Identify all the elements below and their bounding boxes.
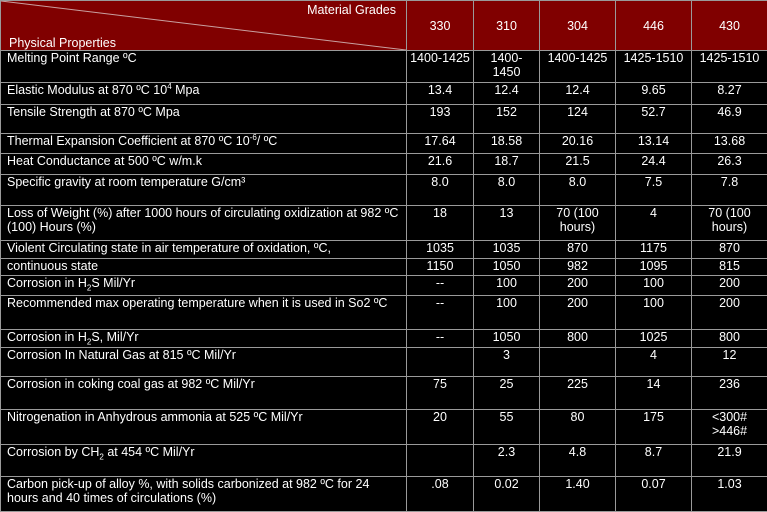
material-grades-label: Material Grades (307, 3, 396, 17)
value-cell: -- (407, 276, 474, 296)
value-cell: 14 (616, 376, 692, 409)
value-cell: 12 (692, 347, 767, 376)
value-cell: 3 (474, 347, 540, 376)
property-text: S, Mil/Yr (91, 330, 139, 345)
value-cell: 21.9 (692, 445, 767, 476)
value-cell: 9.65 (616, 83, 692, 105)
table-row (1, 83, 767, 105)
property-cell: Melting Point Range ºC (1, 51, 407, 83)
property-subscript: 2 (86, 337, 92, 347)
table-row (1, 410, 767, 445)
property-text: Elastic Modulus at 870 ºC 10 (7, 83, 168, 98)
property-cell: Violent Circulating state in air temperature of oxidation, ºC, (1, 240, 407, 258)
property-text: Mpa (171, 83, 200, 98)
value-cell: 1150 (407, 258, 474, 276)
value-cell: 18 (407, 205, 474, 240)
value-cell: 4 (616, 205, 692, 240)
value-cell: 193 (407, 104, 474, 133)
property-cell: Carbon pick-up of alloy %, with solids carbonized at 982 ºC for 24 hours and 40 times of circulations (%) (1, 476, 407, 511)
value-cell: 1050 (474, 258, 540, 276)
value-cell: 20.16 (540, 134, 616, 154)
grade-header: 310 (474, 1, 540, 51)
value-cell: 100 (616, 276, 692, 296)
value-cell: 100 (474, 276, 540, 296)
value-cell: 18.58 (474, 134, 540, 154)
value-cell: 152 (474, 104, 540, 133)
property-cell: Specific gravity at room temperature G/cm³ (1, 174, 407, 205)
value-cell: 1.03 (692, 476, 767, 511)
value-cell: 8.0 (474, 174, 540, 205)
value-cell: 7.5 (616, 174, 692, 205)
value-cell: .08 (407, 476, 474, 511)
property-text: Corrosion in H (7, 330, 87, 345)
value-cell: 55 (474, 410, 540, 445)
value-cell: 1425-1510 (616, 51, 692, 83)
value-cell: 13.4 (407, 83, 474, 105)
property-subscript: 2 (86, 283, 92, 293)
value-cell: 800 (540, 330, 616, 348)
value-cell: 815 (692, 258, 767, 276)
value-cell: 1035 (407, 240, 474, 258)
table-row (1, 347, 767, 376)
value-cell: 225 (540, 376, 616, 409)
value-cell: 13 (474, 205, 540, 240)
property-cell: Recommended max operating temperature when it is used in So2 ºC (1, 295, 407, 329)
value-cell: 12.4 (540, 83, 616, 105)
value-cell: 1400-1425 (407, 51, 474, 83)
table-row (1, 276, 767, 296)
header-corner-cell (1, 1, 407, 51)
value-cell (407, 347, 474, 376)
value-cell: 236 (692, 376, 767, 409)
value-cell: 100 (616, 295, 692, 329)
value-cell: 870 (540, 240, 616, 258)
value-cell: 0.02 (474, 476, 540, 511)
value-cell: 21.5 (540, 153, 616, 174)
value-cell: 13.68 (692, 134, 767, 154)
property-cell (1, 83, 407, 105)
value-cell: 870 (692, 240, 767, 258)
value-cell: 24.4 (616, 153, 692, 174)
physical-properties-label: Physical Properties (9, 36, 116, 50)
table-row (1, 258, 767, 276)
value-cell: 2.3 (474, 445, 540, 476)
value-cell: 100 (474, 295, 540, 329)
value-cell: 25 (474, 376, 540, 409)
value-cell: 12.4 (474, 83, 540, 105)
value-cell: 70 (100 hours) (540, 205, 616, 240)
value-cell: 75 (407, 376, 474, 409)
value-cell: 1.40 (540, 476, 616, 511)
property-text: / ºC (256, 134, 278, 149)
table-row (1, 174, 767, 205)
grade-header: 330 (407, 1, 474, 51)
table-row (1, 240, 767, 258)
property-superscript: -6 (249, 132, 257, 142)
table-row (1, 134, 767, 154)
value-cell: 20 (407, 410, 474, 445)
property-cell: Tensile Strength at 870 ºC Mpa (1, 104, 407, 133)
property-cell: Corrosion In Natural Gas at 815 ºC Mil/Yr (1, 347, 407, 376)
table-row (1, 376, 767, 409)
value-cell: 4.8 (540, 445, 616, 476)
value-cell: 26.3 (692, 153, 767, 174)
value-cell: 18.7 (474, 153, 540, 174)
value-cell: 17.64 (407, 134, 474, 154)
property-cell (1, 276, 407, 296)
table-row (1, 445, 767, 476)
property-text: Corrosion in H (7, 276, 87, 291)
header-row (1, 1, 767, 51)
table-row (1, 104, 767, 133)
value-cell: 200 (540, 276, 616, 296)
value-cell: 1400-1450 (474, 51, 540, 83)
value-cell: 1175 (616, 240, 692, 258)
value-cell: 8.27 (692, 83, 767, 105)
value-cell: 21.6 (407, 153, 474, 174)
value-cell: 0.07 (616, 476, 692, 511)
value-cell: 8.7 (616, 445, 692, 476)
value-cell: 1025 (616, 330, 692, 348)
value-cell: 175 (616, 410, 692, 445)
value-cell: 1095 (616, 258, 692, 276)
table-row (1, 153, 767, 174)
table-row (1, 51, 767, 83)
grade-header: 446 (616, 1, 692, 51)
property-text: Corrosion by CH (7, 445, 100, 460)
property-superscript: 4 (167, 82, 172, 92)
value-cell: 13.14 (616, 134, 692, 154)
value-cell: 800 (692, 330, 767, 348)
value-cell: <300# >446# (692, 410, 767, 445)
property-subscript: 2 (99, 452, 104, 462)
value-cell (540, 347, 616, 376)
property-cell: Nitrogenation in Anhydrous ammonia at 525 ºC Mil/Yr (1, 410, 407, 445)
value-cell: 982 (540, 258, 616, 276)
table-row (1, 205, 767, 240)
property-cell: Corrosion in coking coal gas at 982 ºC Mil/Yr (1, 376, 407, 409)
value-cell: 1425-1510 (692, 51, 767, 83)
value-cell: 80 (540, 410, 616, 445)
value-cell: 52.7 (616, 104, 692, 133)
property-cell: continuous state (1, 258, 407, 276)
value-cell: 1400-1425 (540, 51, 616, 83)
value-cell: 8.0 (407, 174, 474, 205)
property-text: Thermal Expansion Coefficient at 870 ºC 10 (7, 134, 250, 149)
grade-header: 430 (692, 1, 767, 51)
value-cell: -- (407, 295, 474, 329)
value-cell: 8.0 (540, 174, 616, 205)
table-row (1, 330, 767, 348)
value-cell: 200 (692, 276, 767, 296)
property-cell (1, 134, 407, 154)
grade-header: 304 (540, 1, 616, 51)
value-cell: 124 (540, 104, 616, 133)
property-cell (1, 330, 407, 348)
property-cell (1, 445, 407, 476)
property-cell: Loss of Weight (%) after 1000 hours of circulating oxidization at 982 ºC (100) Hours (%) (1, 205, 407, 240)
value-cell: 200 (540, 295, 616, 329)
property-text: S Mil/Yr (91, 276, 136, 291)
value-cell: 200 (692, 295, 767, 329)
value-cell (407, 445, 474, 476)
value-cell: 1050 (474, 330, 540, 348)
value-cell: 7.8 (692, 174, 767, 205)
property-cell: Heat Conductance at 500 ºC w/m.k (1, 153, 407, 174)
value-cell: 70 (100 hours) (692, 205, 767, 240)
table-row (1, 295, 767, 329)
value-cell: -- (407, 330, 474, 348)
value-cell: 4 (616, 347, 692, 376)
value-cell: 1035 (474, 240, 540, 258)
value-cell: 46.9 (692, 104, 767, 133)
table-row (1, 476, 767, 511)
property-text: at 454 ºC Mil/Yr (103, 445, 195, 460)
